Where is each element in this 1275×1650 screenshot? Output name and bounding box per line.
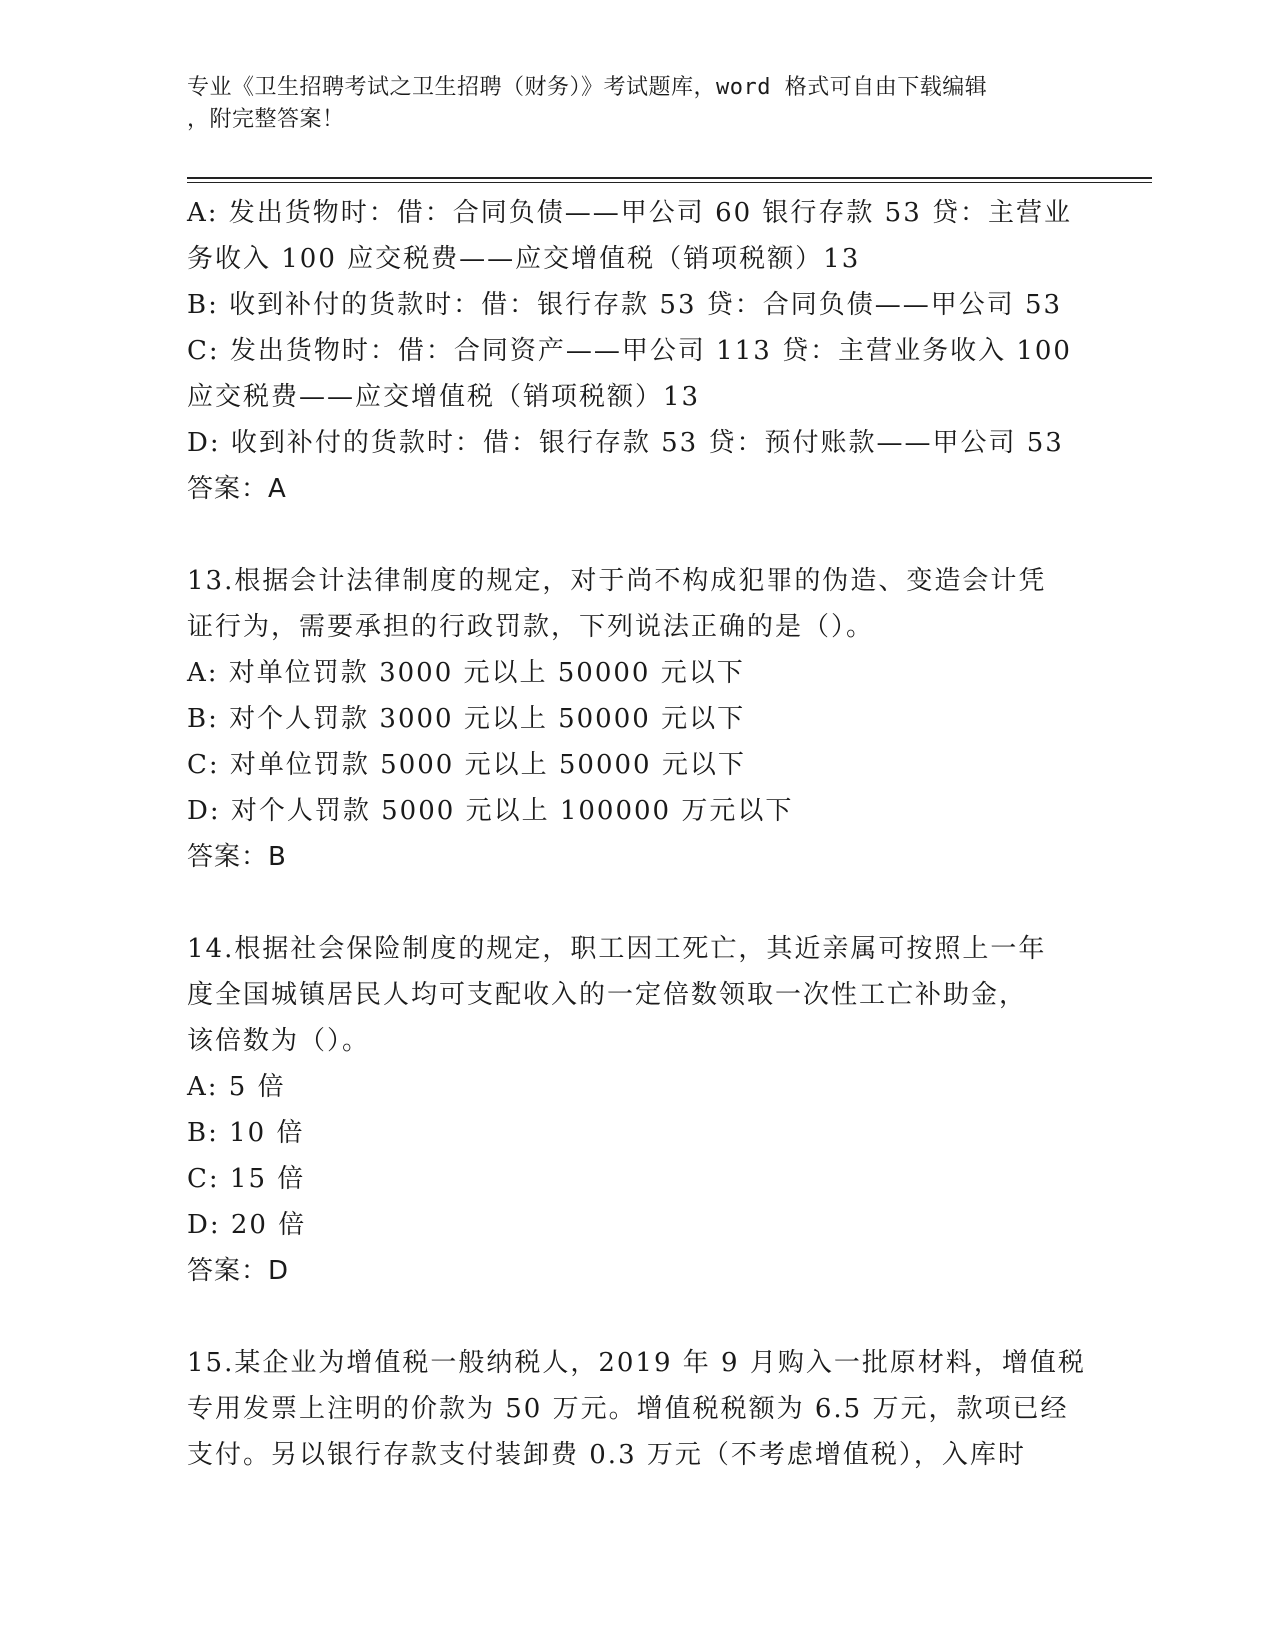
q13-option-b: B: 对个人罚款 3000 元以上 50000 元以下: [187, 704, 746, 734]
q14-answer: 答案：D: [187, 1256, 290, 1286]
q14-option-a: A: 5 倍: [187, 1072, 286, 1102]
header-line-1: 专业《卫生招聘考试之卫生招聘（财务）》考试题库，word 格式可自由下载编辑: [187, 75, 988, 100]
q14-option-c: C: 15 倍: [187, 1164, 306, 1194]
q13-option-a: A: 对单位罚款 3000 元以上 50000 元以下: [187, 658, 745, 688]
question-13: [187, 558, 1087, 880]
q15-stem-line-3: 支付。另以银行存款支付装卸费 0.3 万元（不考虑增值税），入库时: [187, 1440, 1026, 1470]
q12-option-a-line-2: 务收入 100 应交税费——应交增值税（销项税额）13: [187, 244, 861, 274]
question-14: [187, 926, 1087, 1294]
q12-answer: 答案：A: [187, 474, 287, 504]
header-divider-thin: [187, 182, 1152, 183]
document-body: [187, 190, 1087, 1478]
q14-option-b: B: 10 倍: [187, 1118, 305, 1148]
header-line-2: ，附完整答案！: [187, 107, 345, 132]
q12-option-a-line-1: A: 发出货物时：借：合同负债——甲公司 60 银行存款 53 贷：主营业: [187, 198, 1073, 228]
header-divider-thick: [187, 177, 1152, 179]
q13-stem-line-1: 13.根据会计法律制度的规定，对于尚不构成犯罪的伪造、变造会计凭: [187, 566, 1047, 596]
q14-option-d: D: 20 倍: [187, 1210, 307, 1240]
q14-stem-line-2: 度全国城镇居民人均可支配收入的一定倍数领取一次性工亡补助金，: [187, 980, 1028, 1010]
question-12-options: [187, 190, 1087, 512]
q13-option-c: C: 对单位罚款 5000 元以上 50000 元以下: [187, 750, 746, 780]
spacer: [187, 880, 1087, 926]
q13-stem-line-2: 证行为，需要承担的行政罚款，下列说法正确的是（）。: [187, 612, 875, 642]
spacer: [187, 512, 1087, 558]
q12-option-d: D: 收到补付的货款时：借：银行存款 53 贷：预付账款——甲公司 53: [187, 428, 1064, 458]
spacer: [187, 1294, 1087, 1340]
question-15: [187, 1340, 1087, 1478]
document-header: [187, 72, 1087, 136]
q13-answer: 答案：B: [187, 842, 287, 872]
q15-stem-line-2: 专用发票上注明的价款为 50 万元。增值税税额为 6.5 万元，款项已经: [187, 1394, 1069, 1424]
q12-option-c-line-2: 应交税费——应交增值税（销项税额）13: [187, 382, 701, 412]
q14-stem-line-1: 14.根据社会保险制度的规定，职工因工死亡，其近亲属可按照上一年: [187, 934, 1047, 964]
q12-option-c-line-1: C: 发出货物时：借：合同资产——甲公司 113 贷：主营业务收入 100: [187, 336, 1072, 366]
q14-stem-line-3: 该倍数为（）。: [187, 1026, 371, 1056]
q12-option-b: B: 收到补付的货款时：借：银行存款 53 贷：合同负债——甲公司 53: [187, 290, 1063, 320]
q15-stem-line-1: 15.某企业为增值税一般纳税人，2019 年 9 月购入一批原材料，增值税: [187, 1348, 1086, 1378]
q13-option-d: D: 对个人罚款 5000 元以上 100000 万元以下: [187, 796, 794, 826]
